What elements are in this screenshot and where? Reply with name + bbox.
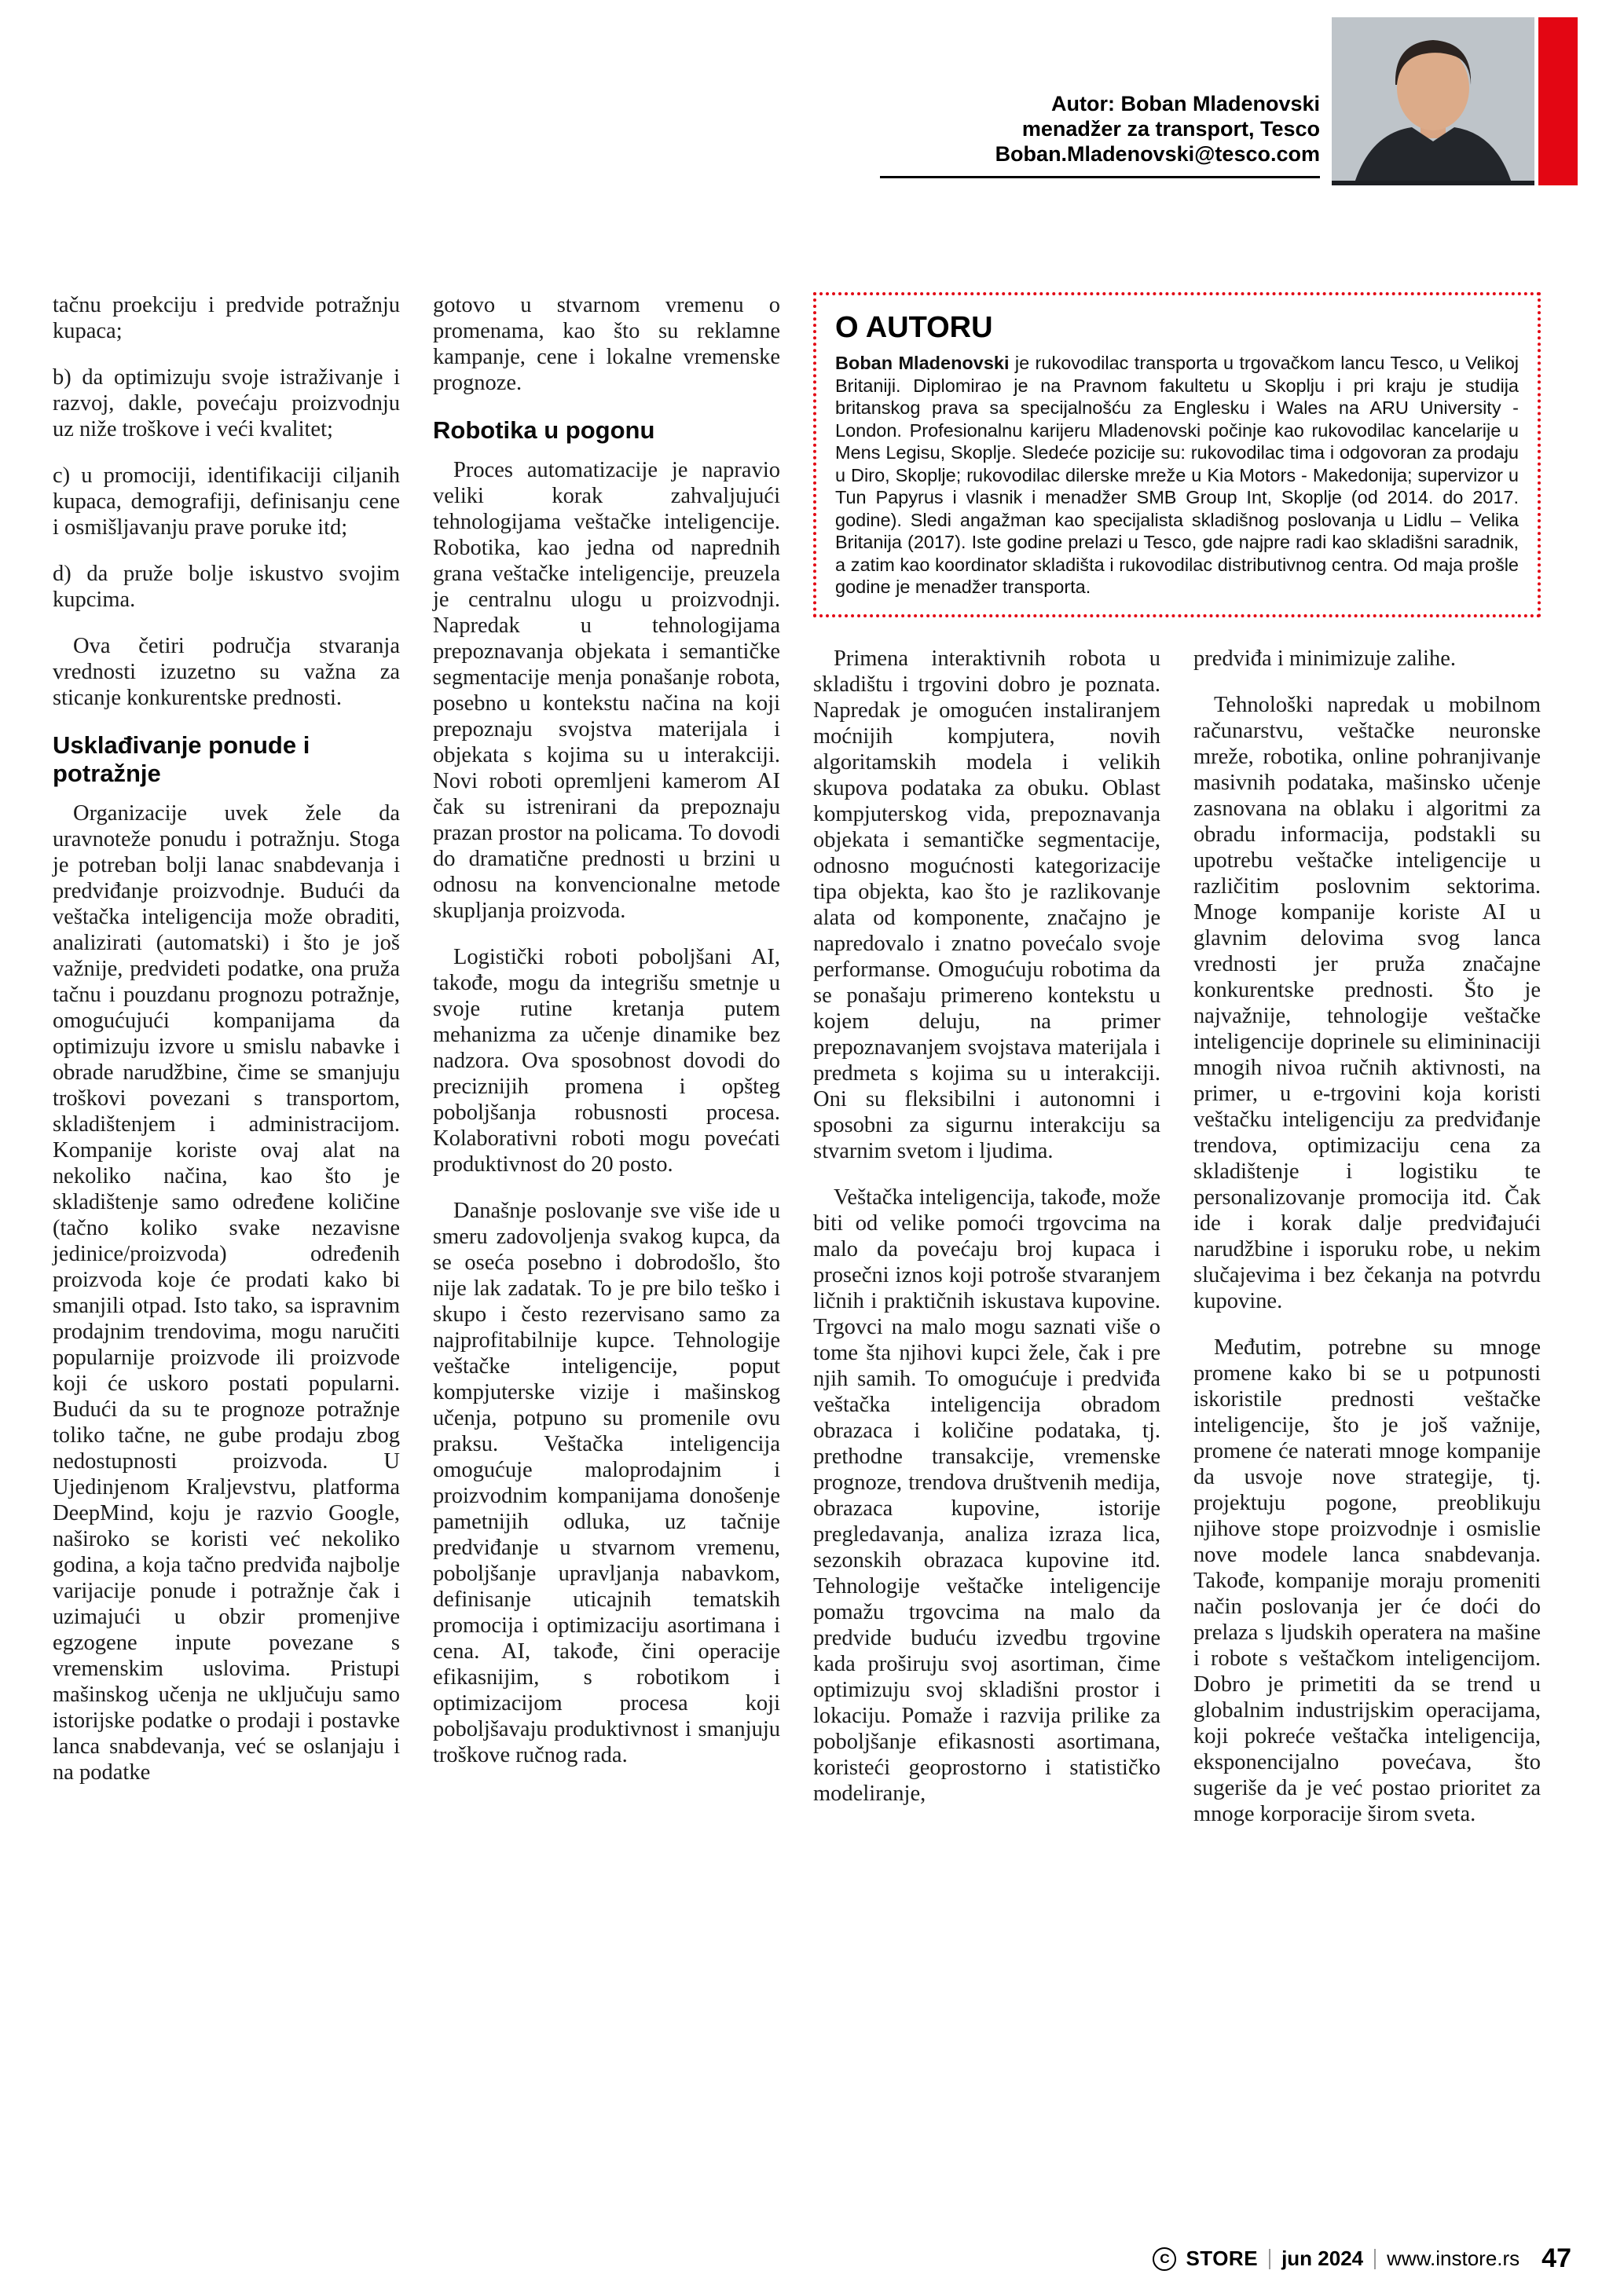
paragraph: Tehnološki napredak u mobilnom računarstvu, veštačke neuronske mreže, robotika, online pohranjivanje masivnih podataka, mašinsko učenje zasnovana na oblaku i algoritmi za obradu informacija, podstakli su upotrebu veštačke inteligencije u različitim poslovnim sektorima. Mnoge kompanije koriste AI u glavnim delovima svog lanca vrednosti jer pruža značajne konkurentske prednosti. Što je najvažnije, tehnologije veštačke inteligencije doprinele su elimininaciji mnogih nivoa ručnih aktivnosti, na primer, u e-trgovini koja koristi veštačku inteligenciju za predviđanje trendova, optimizaciju cena za skladištenje i logistiku te personalizovanje promocija itd. Čak ide i korak dalje predviđajući narudžbine i isporuku robe, u nekim slučajevima i bez čekanja na potvrdu kupovine. [1193,692,1541,1313]
paragraph: Današnje poslovanje sve više ide u smeru zadovoljenja svakog kupca, da se oseća posebno i dobrodošlo, što nije lak zadatak. To je pre bilo teško i skupo i često rezervisano samo za najprofitabilnije kupce. Tehnologije veštačke inteligencije, poput kompjuterske vizije i mašinskog učenja, potpuno su promenile ovu praksu. Veštačka inteligencija omogućuje maloprodajnim i proizvodnim kompanijama donošenje pametnijih odluka, uz tačnije predviđanje u stvarnom vremenu, poboljšanje upravljanja nabavkom, definisanje uticajnih tematskih promocija i optimizaciju asortimana i cena. AI, takođe, čini operacije efikasnijim, s robotikom i optimizacijom procesa koji poboljšavaju produktivnost i smanjuju troškove ručnog rada. [433,1199,780,1767]
section-heading-supply-demand: Usklađivanje ponude i potražnje [53,731,310,787]
author-credit-block [880,91,1320,178]
right-columns [813,646,1541,1847]
footer-issue-date: jun 2024 [1281,2247,1364,2270]
about-author-bio-text: je rukovodilac transporta u trgovačkom lancu Tesco, u Velikoj Britaniji. Diplomirao je na Pravnom fakultetu u Skoplju i pri kraju je studija britanskog prava sa specijalnošću za Englesku i Wales na ARU University - London. Profesionalnu karijeru Mladenovski počinje kao rukovodilac kancelarije u Mens Legisu, Skoplje. Sledeće pozicije su: rukovodilac tima i odgovoran za prodaju u Diro, Skoplje; rukovodilac dilerske mreže u Kia Motors - Makedonija; supervizor u Tun Papyrus i vlasnik i menadžer SMB Group Int, Skoplje (od 2014. do 2017. godine). Sledi angažman kao specijalista skladišnog poslovanja u Lidlu – Velika Britanija (2017). Iste godine prelazi u Tesco, gde najpre radi kao skladišni saradnik, a zatim kao koordinator skladišta i rukovodilac distributivnog centra. Od maja prošle godine je menadžer transporta. [835,353,1519,597]
author-email-link[interactable]: Boban.Mladenovski@tesco.com [995,142,1320,166]
footer-divider [1269,2249,1270,2269]
about-author-bio [835,352,1519,599]
column-1 [53,292,400,1806]
copyright-icon: C [1153,2247,1176,2271]
right-half [813,292,1541,1847]
author-name-line: Autor: Boban Mladenovski [1050,92,1320,115]
paragraph-continuation: gotovo u stvarnom vremenu o promenama, kao što su reklamne kampanje, cene i lokalne vremenske prognoze. [433,293,780,395]
column-3 [813,646,1160,1847]
footer-website-link[interactable]: www.instore.rs [1387,2247,1520,2270]
paragraph: Organizacije uvek žele da uravnoteže ponudu i potražnju. Stoga je potreban bolji lanac snabdevanja i predviđanje proizvodnje. Budući da veštačka inteligencija može obraditi, analizirati (automatski) i što je još važnije, predvideti podatke, ona pruža tačnu i pouzdanu prognozu potražnje, omogućujući kompanijama da optimizuju izvore u smislu nabavke i obrade narudžbine, čime se smanjuju troškovi povezani s transportom, skladištenjem i administracijom. Kompanije koriste ovaj alat na nekoliko načina, kao što je skladištenje samo određene količine (tačno koliko svake nezavisne jedinice/proizvoda) određenih proizvoda koje će prodati kako bi smanjili otpad. Isto tako, sa ispravnim prodajnim trendovima, mogu naručiti popularnije proizvode ili proizvode koji će uskoro postati popularni. Budući da su te prognoze potražnje toliko tačne, ne gube prodaju zbog nedostupnosti proizvoda. U Ujedinjenom Kraljevstvu, platforma DeepMind, koju je razvio Google, naširoko se koristi već nekoliko godina, a koja tačno predviđa najbolje varijacije ponude i potražnje čak i uzimajući u obzir promenjive egzogene inpute povezane s vremenskim uslovima. Pristupi mašinskog učenja ne uključuju samo istorijske podatke o prodaji i postavke lanca snabdevanja, već se oslanjaju i na podatke [53,801,400,1785]
paragraph-continuation: predviđa i minimizuje zalihe. [1193,646,1456,671]
paragraph: Međutim, potrebne su mnoge promene kako bi se u potpunosti iskoristile prednosti veštačke inteligencije, što je još važnije, promene će naterati mnoge kompanije da usvoje nove strategije, tj. projektuju pogone, preoblikuju njihove stope proizvodnje i osmislie nove modele lanca snabdevanja. Takođe, kompanije moraju promeniti način poslovanja jer će doći do prelaza s ljudskih operatera na mašine i robote s veštačkom inteligencijom. Dobro je primetiti da se trend u globalnim industrijskim operacijama, koji pokreće veštačka inteligencija, eksponencijalno povećava, što sugeriše da je već postao prioritet za mnoge korporacije širom sveta. [1193,1335,1541,1826]
section-heading-robotics: Robotika u pogonu [433,416,655,444]
page-number: 47 [1542,2243,1571,2273]
article-columns [53,292,1571,1847]
list-item-c: c) u promociji, identifikaciji ciljanih kupaca, demografiji, definisanju cene i osmišljavanju prave poruke itd; [53,463,400,540]
paragraph: Veštačka inteligencija, takođe, može biti od velike pomoći trgovcima na malo da povećaju broj kupaca i prosečni iznos koji potroše stvaranjem ličnih i praktičnih iskustava kupovine. Trgovci na malo mogu saznati više o tome šta njihovi kupci žele, čak i pre njih samih. To omogućuje i predviđa veštačka inteligencija obradom obrazaca i količine podataka, tj. prethodne transakcije, vremenske prognoze, trendova društvenih medija, obrazaca kupovine, istorije pregledavanja, analiza izraza lica, sezonskih obrazaca kupovine itd. Tehnologije veštačke inteligencije pomažu trgovcima na malo da predvide buduću izvedbu trgovine kada proširuju svoj asortiman, čime optimizuju svoj skladišni prostor i lokaciju. Pomaže i razvija prilike za poboljšanje efikasnosti asortimana, koristeći geoprostorno i statističko modeliranje, [813,1185,1160,1806]
list-item-b: b) da optimizuju svoje istraživanje i razvoj, dakle, povećaju proizvodnju uz niže troškove i veći kvalitet; [53,365,400,441]
paragraph: Logistički roboti poboljšani AI, takođe, mogu da integrišu smetnje u svoje rutine kretanja putem mehanizma za učenje dinamike bez nadzora. Ova sposobnost dovodi do preciznijih promena i opšteg poboljšanja robusnosti procesa. Kolaborativni roboti mogu povećati produktivnost do 20 posto. [433,945,780,1177]
list-item-d: d) da pruže bolje iskustvo svojim kupcima. [53,562,400,612]
about-author-box [813,292,1541,617]
about-author-bio-lead: Boban Mladenovski [835,353,1010,373]
author-role-line: menadžer za transport, Tesco [1021,117,1320,141]
author-photo [1332,17,1534,185]
paragraph: Proces automatizacije je napravio veliki korak zahvaljujući tehnologijama veštačke inteligencije. Robotika, kao jedna od naprednih grana veštačke inteligencije, preuzela je centralnu ulogu u proizvodnji. Napredak u tehnologijama prepoznavanja objekata i semantičke segmentacije menja ponašanje robota, posebno u kontekstu načina na koji prepoznaju svojstva materijala i objekata s kojima su u interakciji. Novi roboti opremljeni kamerom AI čak su istrenirani da prepoznaju prazan prostor na policama. To dovodi do dramatične prednosti u brzini u odnosu na konvencionalne metode skupljanja proizvoda. [433,458,780,923]
page-footer [1153,2243,1571,2274]
paragraph: Ova četiri područja stvaranja vrednosti izuzetno su važna za sticanje konkurentske prednosti. [53,634,400,710]
column-2 [433,292,780,1789]
about-author-title: O AUTORU [835,311,993,344]
red-accent-bar [1538,17,1578,185]
paragraph-continuation: tačnu proekciju i predvide potražnju kupaca; [53,293,400,343]
column-4 [1193,646,1541,1847]
paragraph: Primena interaktivnih robota u skladištu i trgovini dobro je poznata. Napredak je omogućen instaliranjem moćnijih kompjutera, novih algoritamskih modela i velikih skupova podataka za obuku. Oblast kompjuterskog vida, prepoznavanja objekata i semantičke segmentacije, odnosno mogućnosti kategorizacije tipa objekta, kao što je razlikovanje alata od komponente, značajno je napredovalo i znatno povećalo svoje performanse. Omogućuju robotima da se ponašaju primereno kontekstu u kojem deluju, na primer prepoznavanjem svojstava materijala i predmeta s kojima su u interakciji. Oni su fleksibilni i autonomni i sposobni za sigurnu interakciju sa stvarnim svetom i ljudima. [813,646,1160,1163]
footer-brand: STORE [1186,2247,1259,2270]
footer-divider [1374,2249,1376,2269]
